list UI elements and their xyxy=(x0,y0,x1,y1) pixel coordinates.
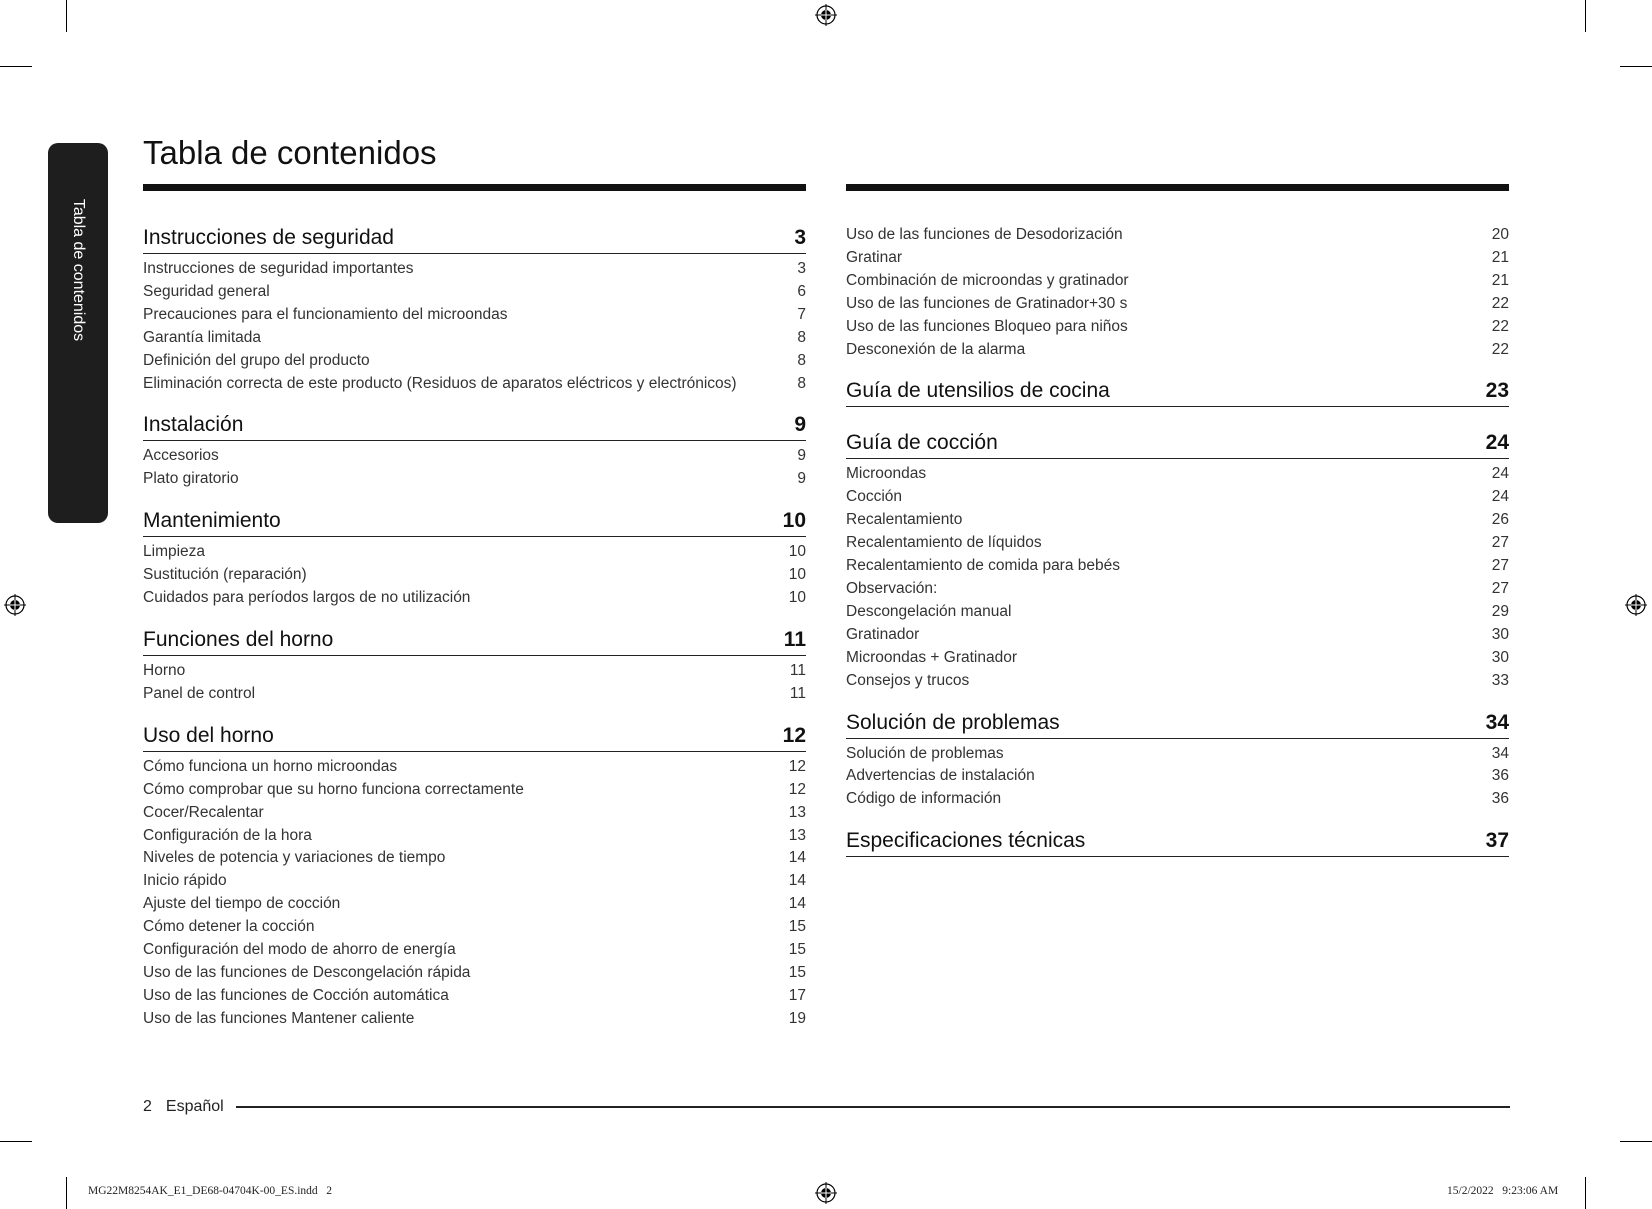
toc-entry-page: 8 xyxy=(797,374,806,392)
toc-entry[interactable] xyxy=(143,564,806,587)
toc-entry-page: 11 xyxy=(789,661,806,679)
toc-entry[interactable] xyxy=(846,532,1509,555)
toc-entry[interactable] xyxy=(143,825,806,848)
toc-entry-label: Cuidados para períodos largos de no utilización xyxy=(143,589,471,607)
toc-entry-page: 10 xyxy=(788,543,806,561)
toc-section-title: Guía de utensilios de cocina xyxy=(846,379,1110,403)
toc-entry[interactable] xyxy=(143,445,806,468)
toc-entry-label: Combinación de microondas y gratinador xyxy=(846,271,1129,289)
toc-entry-label: Niveles de potencia y variaciones de tiempo xyxy=(143,849,446,867)
toc-entry-label: Limpieza xyxy=(143,543,206,561)
toc-section-page: 9 xyxy=(794,413,806,437)
print-slug-file: MG22M8254AK_E1_DE68-04704K-00_ES.indd 2 xyxy=(88,1185,333,1197)
toc-entry[interactable] xyxy=(846,670,1509,693)
toc-entry[interactable] xyxy=(846,624,1509,647)
toc-entry-page: 27 xyxy=(1491,557,1509,575)
toc-section xyxy=(143,413,806,491)
toc-entry-page: 10 xyxy=(788,589,806,607)
toc-entry[interactable] xyxy=(143,373,806,396)
toc-entry[interactable] xyxy=(846,647,1509,670)
toc-entry-page: 36 xyxy=(1491,767,1509,785)
registration-mark-icon xyxy=(815,4,837,26)
toc-entry[interactable] xyxy=(143,962,806,985)
toc-entry[interactable] xyxy=(143,258,806,281)
toc-entry[interactable] xyxy=(143,779,806,802)
crop-mark xyxy=(1585,0,1586,32)
toc-entry-page: 20 xyxy=(1491,226,1509,243)
toc-section-title: Mantenimiento xyxy=(143,509,281,533)
toc-section-heading[interactable] xyxy=(143,413,806,441)
registration-mark-icon xyxy=(1625,594,1647,616)
toc-entry-label: Observación: xyxy=(846,579,938,597)
toc-entry-page: 21 xyxy=(1491,271,1509,289)
toc-entry-page: 21 xyxy=(1491,248,1509,266)
toc-entry-page: 6 xyxy=(797,282,806,300)
toc-section-heading[interactable] xyxy=(846,711,1509,739)
toc-entry-page: 13 xyxy=(788,826,806,844)
toc-entry[interactable] xyxy=(143,916,806,939)
toc-entry-label: Plato giratorio xyxy=(143,470,239,488)
toc-entry[interactable] xyxy=(143,587,806,610)
toc-entry[interactable] xyxy=(143,660,806,683)
side-chapter-tab[interactable] xyxy=(48,143,108,523)
toc-entry-label: Configuración de la hora xyxy=(143,826,312,844)
toc-entry-label: Cómo comprobar que su horno funciona correctamente xyxy=(143,780,524,798)
toc-entry-label: Microondas xyxy=(846,465,927,483)
toc-entry-label: Recalentamiento de comida para bebés xyxy=(846,557,1121,575)
toc-entry-page: 17 xyxy=(788,986,806,1004)
page-footer xyxy=(143,1098,1510,1116)
toc-entry-page: 27 xyxy=(1491,579,1509,597)
toc-left-column xyxy=(143,226,806,1049)
toc-entry-label: Gratinador xyxy=(846,625,920,643)
toc-entry-page: 27 xyxy=(1491,534,1509,552)
toc-entry-label: Definición del grupo del producto xyxy=(143,351,370,369)
toc-section xyxy=(143,509,806,610)
toc-entry[interactable] xyxy=(846,247,1509,270)
toc-section-title: Especificaciones técnicas xyxy=(846,829,1086,853)
toc-section-page: 3 xyxy=(794,226,806,249)
toc-entry-page: 12 xyxy=(788,757,806,775)
crop-mark xyxy=(0,1141,32,1142)
registration-mark-icon xyxy=(4,594,26,616)
toc-entry[interactable] xyxy=(143,802,806,825)
toc-entry-page: 24 xyxy=(1491,488,1509,506)
toc-entry-page: 24 xyxy=(1491,465,1509,483)
toc-section-page: 12 xyxy=(782,723,806,747)
toc-entry-page: 19 xyxy=(788,1009,806,1027)
toc-entry-label: Uso de las funciones Bloqueo para niños xyxy=(846,317,1128,335)
toc-entry-page: 22 xyxy=(1491,317,1509,335)
toc-section-title: Funciones del horno xyxy=(143,627,334,651)
toc-entry-page: 30 xyxy=(1491,648,1509,666)
toc-entry-page: 12 xyxy=(788,780,806,798)
toc-entry[interactable] xyxy=(143,847,806,870)
toc-entry-page: 15 xyxy=(788,918,806,936)
toc-entry[interactable] xyxy=(846,486,1509,509)
toc-section-title: Instrucciones de seguridad xyxy=(143,226,394,249)
toc-section-title: Uso del horno xyxy=(143,723,274,747)
toc-entry[interactable] xyxy=(143,870,806,893)
toc-entry-label: Consejos y trucos xyxy=(846,671,970,689)
toc-entry-label: Cómo funciona un horno microondas xyxy=(143,757,398,775)
toc-entry[interactable] xyxy=(846,555,1509,578)
toc-entry-label: Código de información xyxy=(846,790,1002,808)
toc-entry-label: Garantía limitada xyxy=(143,328,262,346)
toc-entry-label: Precauciones para el funcionamiento del microondas xyxy=(143,305,508,323)
toc-right-column xyxy=(846,224,1509,881)
toc-section xyxy=(143,628,806,706)
toc-entry-label: Recalentamiento xyxy=(846,511,963,529)
toc-section-heading[interactable] xyxy=(846,829,1509,857)
toc-section-heading[interactable] xyxy=(143,509,806,537)
footer-language: Español xyxy=(165,1098,224,1115)
toc-section-heading[interactable] xyxy=(143,226,806,254)
toc-entry-page: 9 xyxy=(797,470,806,488)
toc-entry[interactable] xyxy=(143,350,806,373)
toc-entry[interactable] xyxy=(143,468,806,491)
toc-entry-label: Cocer/Recalentar xyxy=(143,803,264,821)
toc-entry[interactable] xyxy=(846,601,1509,624)
toc-entry-page: 22 xyxy=(1491,294,1509,312)
toc-section xyxy=(143,724,806,1031)
toc-section xyxy=(846,711,1509,812)
toc-entry-page: 9 xyxy=(797,447,806,465)
crop-mark xyxy=(66,1177,67,1209)
toc-entry[interactable] xyxy=(846,463,1509,486)
toc-section xyxy=(846,829,1509,857)
toc-entry-page: 13 xyxy=(788,803,806,821)
page-title: Tabla de contenidos xyxy=(143,134,437,171)
toc-entry-label: Panel de control xyxy=(143,684,256,702)
toc-entry[interactable] xyxy=(846,316,1509,339)
registration-mark-icon xyxy=(815,1182,837,1204)
toc-entry[interactable] xyxy=(846,224,1509,247)
toc-entry[interactable] xyxy=(846,788,1509,811)
toc-entry[interactable] xyxy=(143,939,806,962)
toc-entry-label: Advertencias de instalación xyxy=(846,767,1035,785)
toc-section xyxy=(143,226,806,395)
toc-section-title: Solución de problemas xyxy=(846,710,1060,734)
toc-entry[interactable] xyxy=(143,683,806,706)
toc-entry[interactable] xyxy=(143,541,806,564)
toc-section-heading[interactable] xyxy=(846,431,1509,459)
toc-entry-page: 22 xyxy=(1491,340,1509,358)
toc-entry-label: Eliminación correcta de este producto (Residuos de aparatos eléctricos y electrónicos) xyxy=(143,374,737,392)
toc-entry-label: Uso de las funciones de Gratinador+30 s xyxy=(846,294,1128,312)
toc-entry-page: 7 xyxy=(797,305,806,323)
toc-entry-label: Uso de las funciones de Cocción automática xyxy=(143,986,449,1004)
toc-entry[interactable] xyxy=(143,756,806,779)
toc-entry-page: 3 xyxy=(797,260,806,277)
toc-section-title: Guía de cocción xyxy=(846,431,998,455)
toc-entry-label: Uso de las funciones Mantener caliente xyxy=(143,1009,415,1027)
footer-rule xyxy=(236,1106,1510,1108)
toc-entry[interactable] xyxy=(143,1008,806,1031)
toc-entry-label: Desconexión de la alarma xyxy=(846,340,1026,358)
toc-entry-page: 14 xyxy=(788,895,806,913)
toc-entry-label: Seguridad general xyxy=(143,282,270,300)
toc-continued-list xyxy=(846,224,1509,361)
toc-section-page: 23 xyxy=(1485,379,1509,403)
toc-entry-page: 11 xyxy=(789,684,806,702)
toc-entry[interactable] xyxy=(143,304,806,327)
toc-entry-label: Inicio rápido xyxy=(143,872,227,890)
toc-entry-page: 14 xyxy=(788,849,806,867)
toc-section-heading[interactable] xyxy=(846,379,1509,407)
toc-entry-label: Descongelación manual xyxy=(846,602,1012,620)
print-slug-date: 15/2/2022 9:23:06 AM xyxy=(1447,1185,1559,1197)
toc-entry[interactable] xyxy=(846,578,1509,601)
crop-mark xyxy=(1585,1177,1586,1209)
toc-entry-page: 29 xyxy=(1491,602,1509,620)
toc-entry-label: Recalentamiento de líquidos xyxy=(846,534,1042,552)
toc-entry-page: 15 xyxy=(788,941,806,959)
toc-entry[interactable] xyxy=(143,281,806,304)
toc-entry-label: Sustitución (reparación) xyxy=(143,566,307,584)
title-rule-right xyxy=(846,184,1509,191)
crop-mark xyxy=(0,66,32,67)
toc-section-page: 34 xyxy=(1485,710,1509,734)
side-tab-label: Tabla de contenidos xyxy=(70,198,87,342)
toc-entry[interactable] xyxy=(143,327,806,350)
toc-section-page: 37 xyxy=(1485,829,1509,853)
toc-entry[interactable] xyxy=(846,339,1509,362)
toc-entry-page: 26 xyxy=(1491,511,1509,529)
toc-entry[interactable] xyxy=(846,509,1509,532)
crop-mark xyxy=(66,0,67,32)
toc-entry-page: 36 xyxy=(1491,790,1509,808)
toc-entry[interactable] xyxy=(846,743,1509,766)
toc-entry[interactable] xyxy=(143,893,806,916)
toc-entry[interactable] xyxy=(846,270,1509,293)
toc-entry-label: Cocción xyxy=(846,488,902,506)
page-number: 2 xyxy=(143,1098,152,1115)
toc-entry-page: 15 xyxy=(788,963,806,981)
toc-entry-label: Configuración del modo de ahorro de energía xyxy=(143,941,456,959)
toc-entry[interactable] xyxy=(846,765,1509,788)
toc-entry-label: Cómo detener la cocción xyxy=(143,918,315,936)
title-rule-left xyxy=(143,184,806,191)
toc-entry-label: Instrucciones de seguridad importantes xyxy=(143,260,414,277)
toc-section-page: 24 xyxy=(1485,431,1509,455)
toc-entry-page: 34 xyxy=(1491,744,1509,762)
toc-entry-label: Horno xyxy=(143,661,186,679)
toc-entry[interactable] xyxy=(846,293,1509,316)
toc-section xyxy=(846,379,1509,407)
toc-entry-label: Ajuste del tiempo de cocción xyxy=(143,895,341,913)
toc-entry-label: Microondas + Gratinador xyxy=(846,648,1018,666)
toc-entry-label: Uso de las funciones de Desodorización xyxy=(846,226,1123,243)
toc-entry-page: 8 xyxy=(797,351,806,369)
toc-section-page: 11 xyxy=(783,627,806,651)
crop-mark xyxy=(1620,1141,1652,1142)
toc-section-heading[interactable] xyxy=(143,628,806,656)
toc-entry-page: 14 xyxy=(788,872,806,890)
toc-section-page: 10 xyxy=(782,509,806,533)
toc-entry[interactable] xyxy=(143,985,806,1008)
toc-entry-label: Accesorios xyxy=(143,447,219,465)
toc-section-title: Instalación xyxy=(143,413,244,437)
toc-entry-page: 30 xyxy=(1491,625,1509,643)
crop-mark xyxy=(1620,66,1652,67)
toc-entry-page: 10 xyxy=(788,566,806,584)
toc-entry-label: Uso de las funciones de Descongelación rápida xyxy=(143,963,471,981)
toc-section xyxy=(846,431,1509,692)
toc-entry-label: Solución de problemas xyxy=(846,744,1004,762)
toc-entry-page: 33 xyxy=(1491,671,1509,689)
toc-entry-label: Gratinar xyxy=(846,248,902,266)
toc-section-heading[interactable] xyxy=(143,724,806,752)
toc-entry-page: 8 xyxy=(797,328,806,346)
